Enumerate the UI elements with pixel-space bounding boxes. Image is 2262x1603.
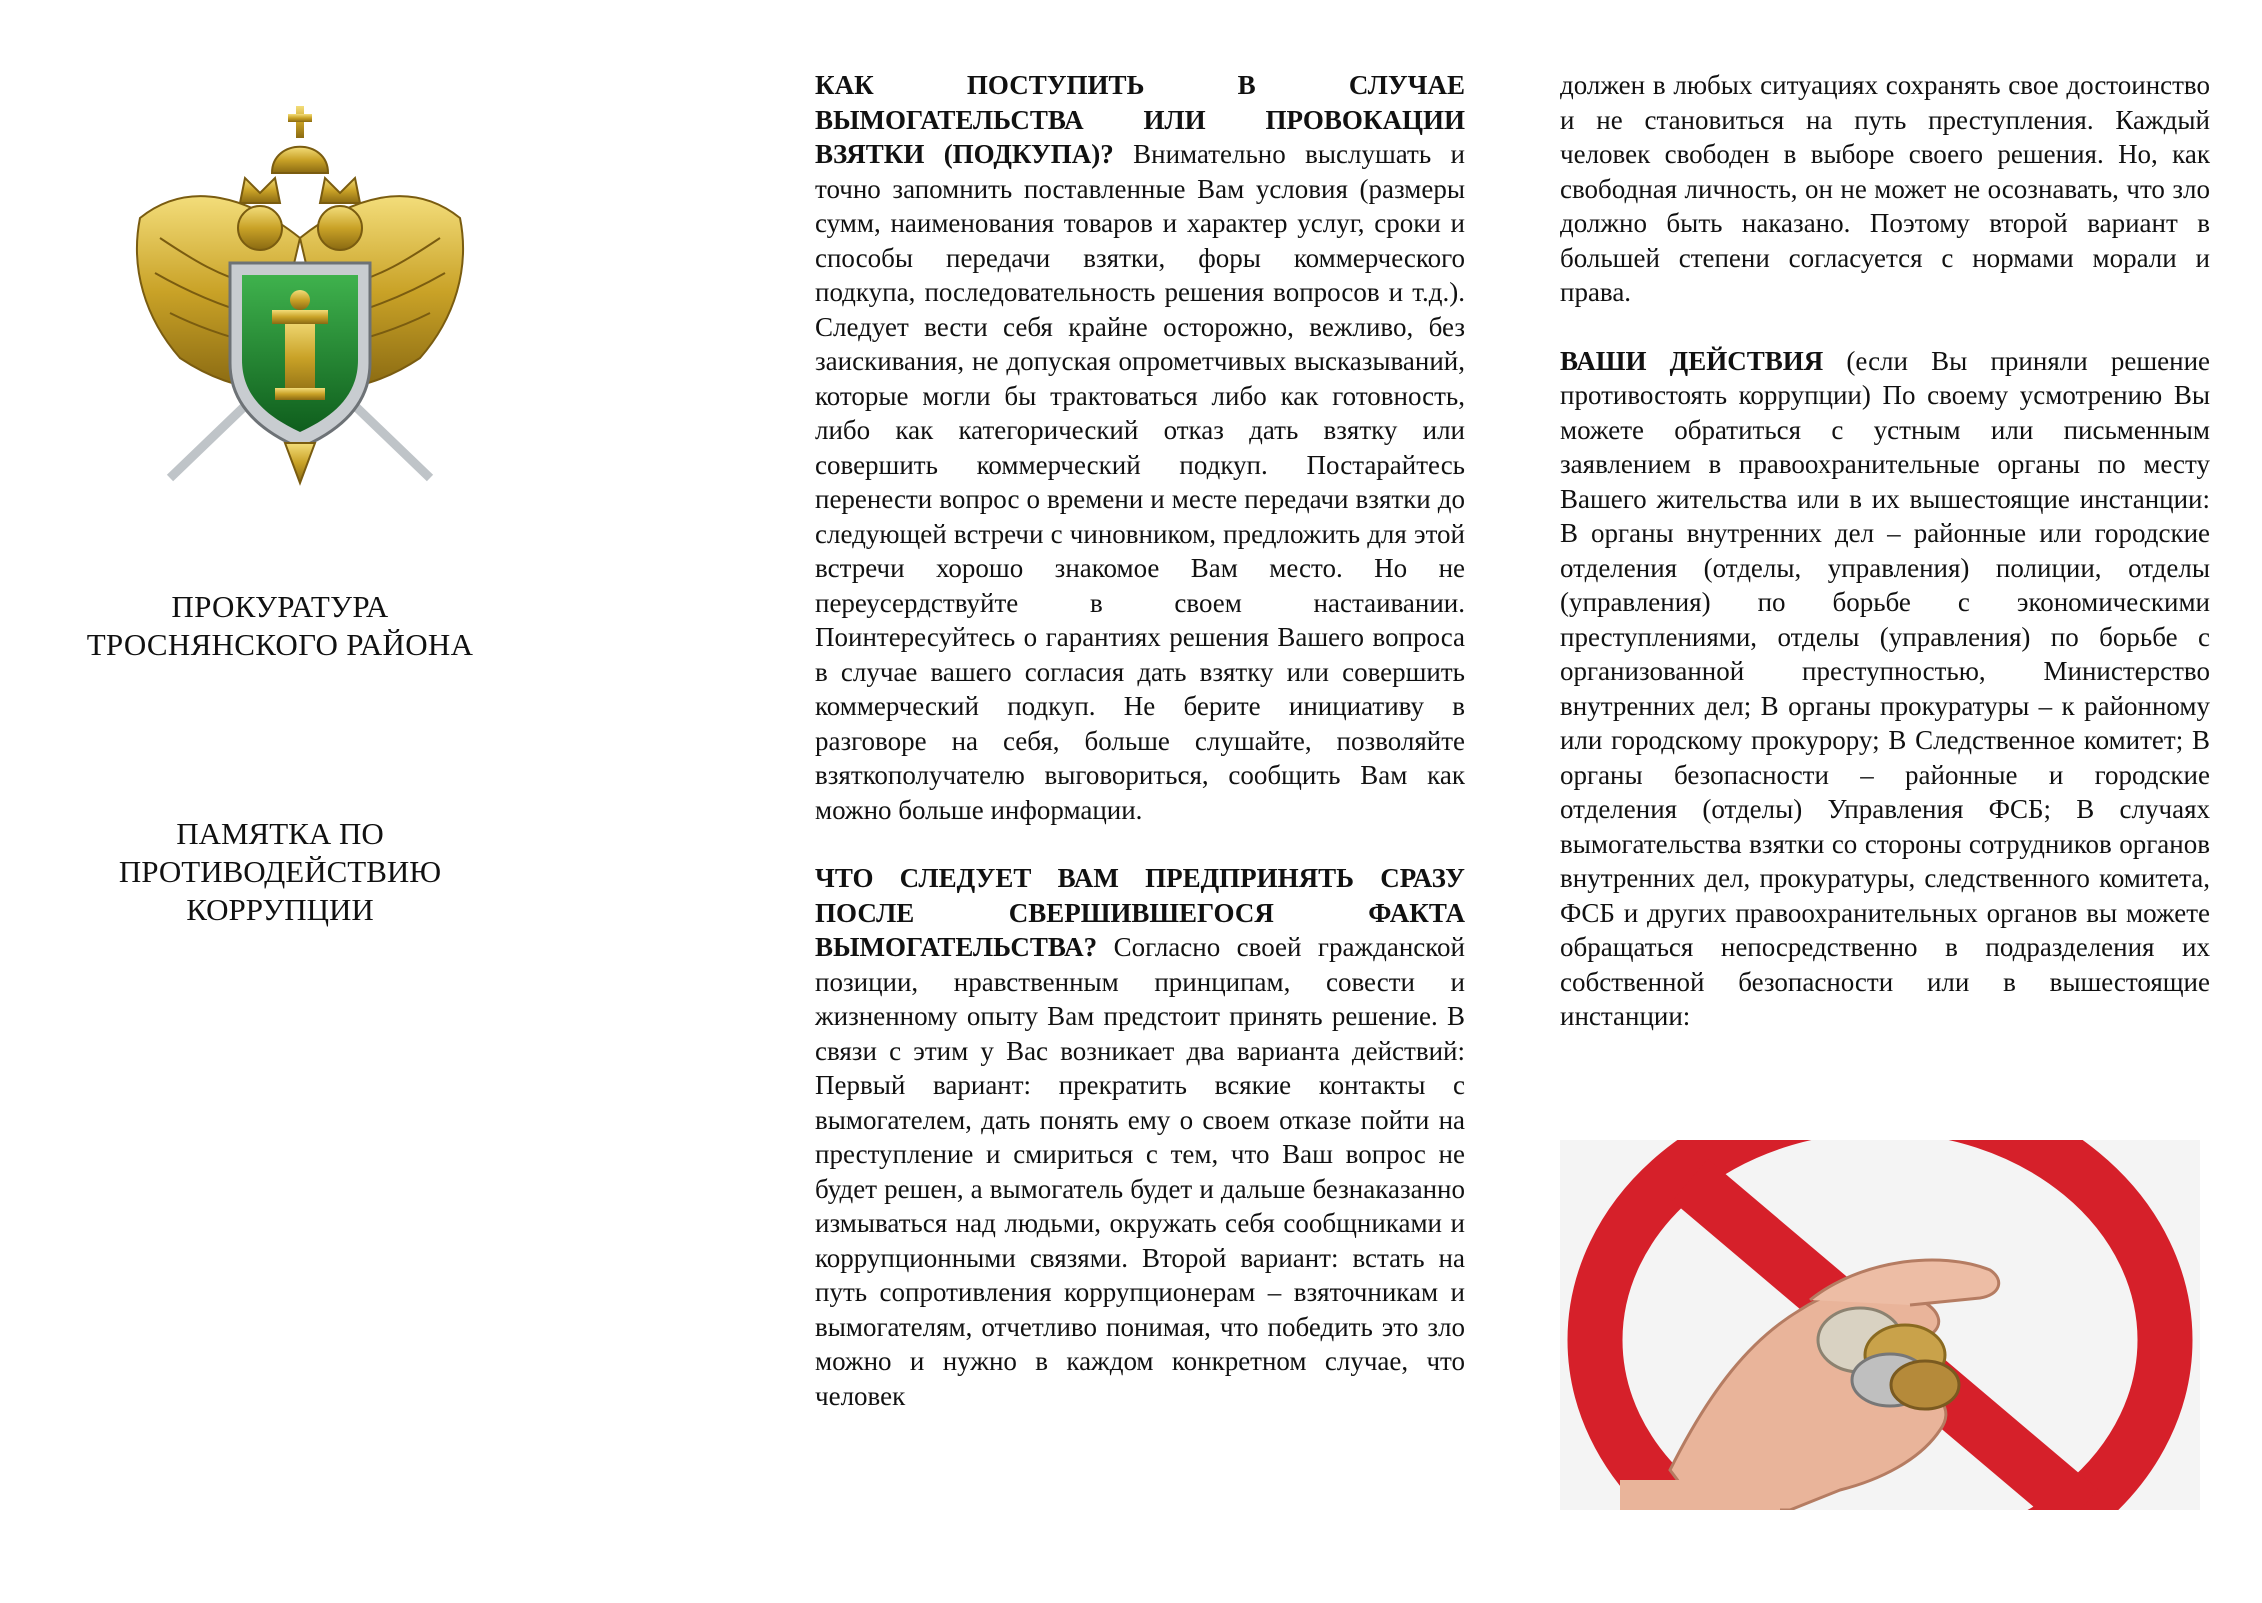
organization-title-line-2: ТРОСНЯНСКОГО РАЙОНА <box>86 627 474 662</box>
section-after-extortion-heading: ЧТО СЛЕДУЕТ ВАМ ПРЕДПРИНЯТЬ СРАЗУ ПОСЛЕ СВЕРШИВШЕГОСЯ ФАКТА ВЫМОГАТЕЛЬСТВА? <box>815 863 1465 962</box>
organization-title <box>60 588 500 664</box>
right-column <box>1560 68 2210 1034</box>
section-extortion-heading: КАК ПОСТУПИТЬ В СЛУЧАЕ ВЫМОГАТЕЛЬСТВА ИЛИ ПРОВОКАЦИИ ВЗЯТКИ (ПОДКУПА)? <box>815 70 1465 169</box>
section-your-actions-heading: ВАШИ ДЕЙСТВИЯ <box>1560 345 1824 376</box>
section-after-extortion <box>815 861 1465 1413</box>
memo-title-line-1: ПАМЯТКА ПО <box>176 816 384 851</box>
section-after-extortion-continued: должен в любых ситуациях сохранять свое достоинство и не становиться на путь преступления. Каждый человек свободен в выборе своего решения. Но, как свободная личность, он не может не осознавать, что зло должно быть наказано. Поэтому второй вариант в большей степени согласуется с нормами морали и права. <box>1560 70 2210 307</box>
middle-column <box>815 68 1465 1413</box>
no-bribe-image <box>1560 1140 2200 1510</box>
memo-title <box>60 815 500 929</box>
prosecutor-emblem-icon <box>100 88 500 498</box>
section-after-extortion-body: Согласно своей гражданской позиции, нравственным принципам, совести и жизненному опыту Вам предстоит принять решение. В связи с этим у Вас возникает два варианта действий: Первый вариант: прекратить всякие контакты с вымогателем, дать понять ему о своем отказе пойти на преступление и смириться с тем, что Ваш вопрос не будет решен, а вымогатель будет и дальше безнаказанно измываться над людьми, окружать себя сообщниками и коррупционными связями. Второй вариант: встать на путь сопротивления коррупционерам – взяточникам и вымогателям, отчетливо понимая, что победить это зло можно и нужно в каждом конкретном случае, что человек <box>815 932 1465 1411</box>
section-extortion-body: Внимательно выслушать и точно запомнить поставленные Вам условия (размеры сумм, наименования товаров и характер услуг, сроки и способы передачи взятки, форы коммерческого подкупа, последовательность решения вопросов и т.д.). Следует вести себя крайне осторожно, вежливо, без заискивания, не допуская опрометчивых высказываний, которые могли бы трактоваться либо как готовность, либо как категорический отказ дать взятку или совершить коммерческий подкуп. Постарайтесь перенести вопрос о времени и месте передачи взятки до следующей встречи с чиновником, предложить для этой встречи хорошо знакомое Вам место. Но не переусердствуйте в своем настаивании. Поинтересуйтесь о гарантиях решения Вашего вопроса в случае вашего согласия дать взятку или совершить коммерческий подкуп. Не берите инициативу в разговоре на себя, больше слушайте, позволяйте взяткополучателю выговориться, сообщить Вам как можно больше информации. <box>815 139 1465 825</box>
cover-panel <box>60 0 500 1603</box>
section-your-actions-body: (если Вы приняли решение противостоять коррупции) По своему усмотрению Вы можете обратиться с устным или письменным заявлением в правоохранительные органы по месту Вашего жительства или в их вышестоящие инстанции: В органы внутренних дел – районные или городские отделения (отделы, управления) полиции, отделы (управления) по борьбе с экономическими преступлениями, отделы (управления) по борьбе с организованной преступностью, Министерство внутренних дел; В органы прокуратуры – к районному или городскому прокурору; В Следственное комитет; В органы безопасности – районные и городские отделения (отделы) Управления ФСБ; В случаях вымогательства взятки со стороны сотрудников органов внутренних дел, прокуратуры, следственного комитета, ФСБ и других правоохранительных органов вы можете обращаться непосредственно в подразделения их собственной безопасности или в вышестоящие инстанции: <box>1560 345 2210 1031</box>
section-extortion-advice <box>815 68 1465 827</box>
memo-title-line-2: ПРОТИВОДЕЙСТВИЮ <box>118 854 442 889</box>
no-bribe-hand-coins-icon <box>1560 1140 2200 1510</box>
memo-title-line-3: КОРРУПЦИИ <box>186 892 374 927</box>
section-your-actions <box>1560 344 2210 1034</box>
organization-title-line-1: ПРОКУРАТУРА <box>171 589 389 624</box>
